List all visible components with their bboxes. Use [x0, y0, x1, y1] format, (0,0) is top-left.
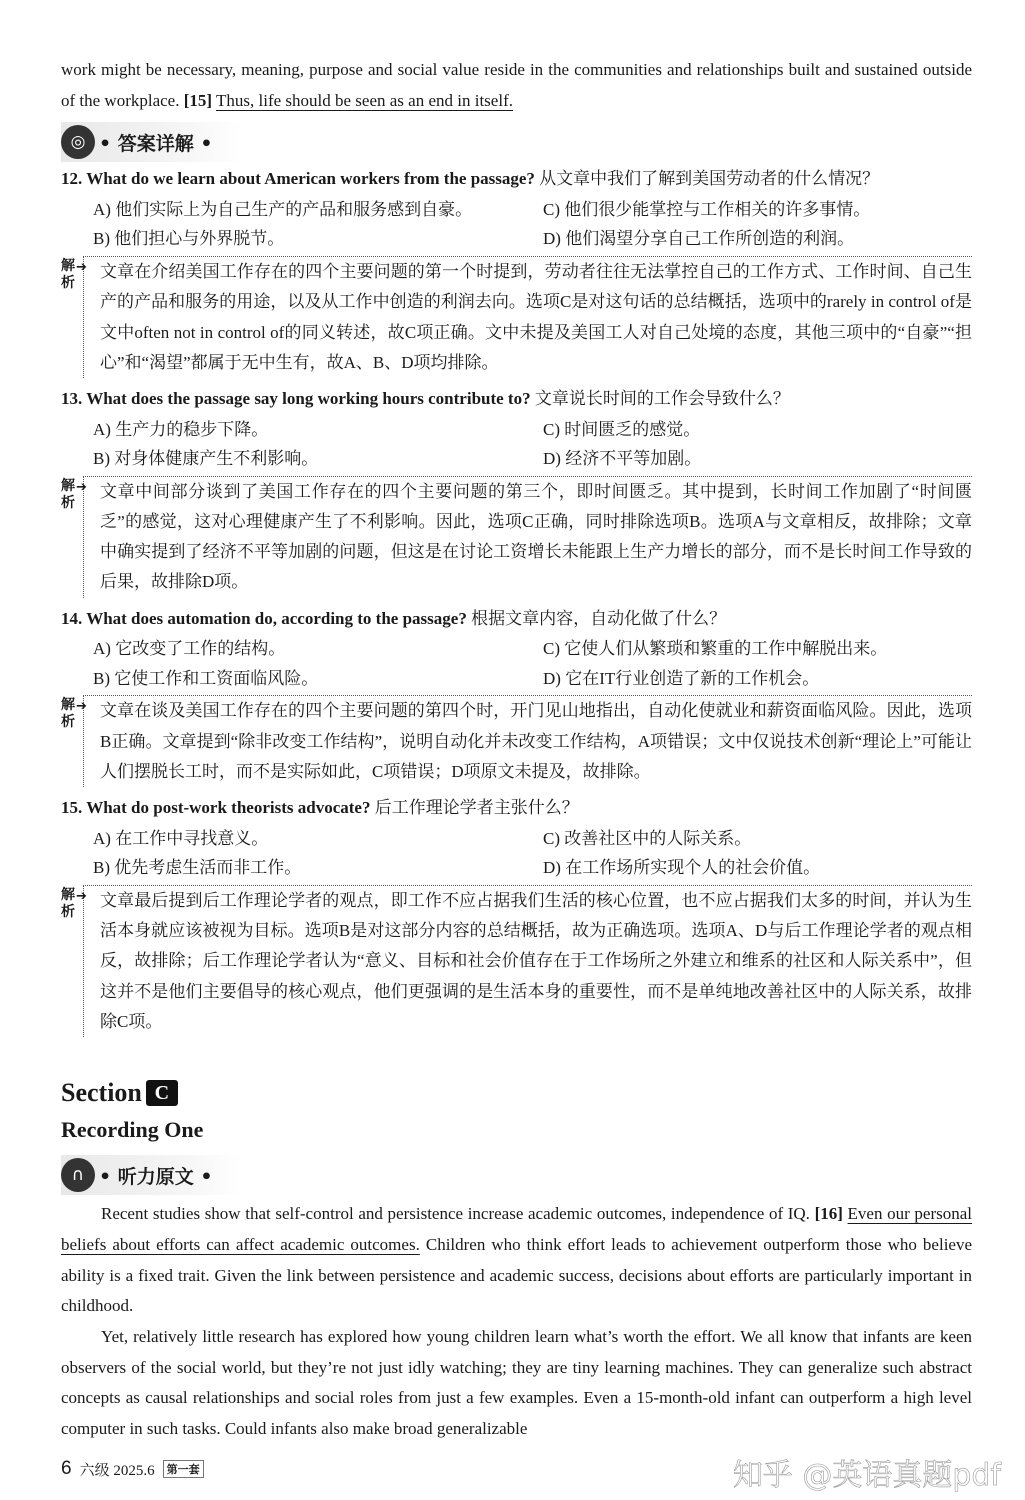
question-text: 12. What do we learn about American workers from the passage? — [61, 169, 535, 189]
question-text: 15. What do post-work theorists advocate? — [61, 798, 371, 818]
footer-title: 六级 2025.6 — [79, 1462, 155, 1479]
passage-text: Children who think effort leads to achievement outperform those who believe ability is a fixed trait. Given the link between persistence and academic success, decisions about efforts are particularly important in childhood. — [61, 1234, 973, 1316]
option: A) 在工作中寻找意义。 — [93, 828, 269, 848]
options — [61, 824, 972, 883]
section-letter-badge: C — [146, 1080, 178, 1106]
analysis-text: 文章最后提到后工作理论学者的观点，即工作不应占据我们生活的核心位置，也不应占据我们太多的时间，并认为生活本身就应该被视为目标。选项B是对这部分内容的总结概括，故为正确选项。选项A、D与后工作理论学者的观点相反，故排除；后工作理论学者认为“意义、目标和社会价值存在于工作场所之外建立和维系的社区和人际关系中”，但这并不是他们主要倡导的核心观点，他们更强调的是生活本身的重要性，而不是单纯地改善社区中的人际关系，故排除C项。 — [83, 885, 972, 1037]
option: A) 生产力的稳步下降。 — [93, 419, 269, 439]
passage-text: Recent studies show that self-control and persistence increase academic outcomes, independence of IQ. — [101, 1204, 810, 1224]
question-stem — [61, 384, 972, 415]
marker-16: [16] — [814, 1204, 843, 1224]
question-translation: 文章说长时间的工作会导致什么？ — [534, 389, 790, 409]
option: C) 他们很少能掌控与工作相关的许多事情。 — [543, 199, 871, 219]
marker-15: [15] — [183, 90, 213, 110]
option: C) 时间匮乏的感觉。 — [543, 419, 701, 439]
watermark: 知乎 @英语真题pdf — [732, 1458, 1001, 1493]
question-block — [61, 793, 972, 1041]
question-text: 14. What does automation do, according to the passage? — [61, 608, 467, 628]
section-label: Section — [61, 1078, 142, 1108]
analysis-text: 文章在介绍美国工作存在的四个主要问题的第一个时提到，劳动者往往无法掌控自己的工作方式、工作时间、自己生产的产品和服务的用途，以及从工作中创造的利润去向。选项C是对这句话的总结概括，选项中的rarely in control of是文中often not in control of的同义转述，故C项正确。文中未提及美国工人对自己处境的态度，其他三项中的“自豪”“担心”和“渴望”都属于无中生有，故A、B、D项均排除。 — [83, 256, 972, 378]
page-footer — [61, 1458, 204, 1480]
underlined-sentence: Thus, life should be seen as an end in itself. — [216, 90, 513, 110]
question-stem — [61, 604, 972, 635]
question-text: 13. What does the passage say long working hours contribute to? — [61, 389, 531, 409]
passage-paragraph-2: Yet, relatively little research has explored how young children learn what’s worth the effort. We all know that infants are keen observers of the social world, but they’re not just idly watching; they are tiny learning machines. They can generalize such abstract concepts as causal relationships and social roles from just a few examples. Even a 15-month-old infant can outperform a high level computer in such tasks. Could infants also make broad generalizable — [61, 1326, 972, 1439]
underlined-sentence: Even our personal beliefs about efforts can affect academic outcomes. — [61, 1204, 973, 1254]
option: D) 经济不平等加剧。 — [543, 449, 702, 469]
analysis-block — [61, 476, 972, 602]
analysis-label: 解析 — [61, 697, 75, 731]
option: D) 它在IT行业创造了新的工作机会。 — [543, 668, 820, 688]
option: D) 他们渴望分享自己工作所创造的利润。 — [543, 229, 855, 249]
analysis-label: 解析 — [61, 477, 75, 511]
option: C) 改善社区中的人际关系。 — [543, 828, 752, 848]
page-number: 6 — [61, 1458, 72, 1479]
intro-text: work might be necessary, meaning, purpose and social value reside in the communities and relationships built and sustained outside of the workplace. — [61, 60, 972, 110]
passage-paragraph-1 — [61, 1199, 972, 1322]
analysis-block — [61, 885, 972, 1041]
headphones-icon: ∩ — [61, 1158, 95, 1192]
arrow-icon: ➔ — [76, 479, 87, 495]
question-translation: 从文章中我们了解到美国劳动者的什么情况？ — [539, 169, 880, 189]
answers-header — [61, 122, 241, 162]
option: B) 他们担心与外界脱节。 — [93, 229, 285, 249]
option: A) 他们实际上为自己生产的产品和服务感到自豪。 — [93, 199, 473, 219]
question-block — [61, 164, 972, 382]
listening-title: • 听力原文 • — [99, 1165, 213, 1188]
option: A) 它改变了工作的结构。 — [93, 639, 286, 659]
intro-paragraph — [61, 55, 972, 116]
answers-title: • 答案详解 • — [99, 132, 213, 155]
option: D) 在工作场所实现个人的社会价值。 — [543, 858, 821, 878]
analysis-label: 解析 — [61, 886, 75, 920]
options — [61, 415, 972, 474]
question-stem — [61, 793, 972, 824]
question-stem — [61, 164, 972, 195]
question-translation: 根据文章内容，自动化做了什么？ — [471, 608, 727, 628]
lightbulb-icon: ◎ — [61, 125, 95, 159]
option: B) 优先考虑生活而非工作。 — [93, 858, 302, 878]
arrow-icon: ➔ — [76, 699, 87, 715]
analysis-block — [61, 695, 972, 791]
options — [61, 634, 972, 693]
arrow-icon: ➔ — [76, 259, 87, 275]
analysis-label: 解析 — [61, 257, 75, 291]
question-block — [61, 604, 972, 791]
question-block — [61, 384, 972, 602]
recording-title: Recording One — [61, 1117, 204, 1143]
section-heading — [61, 1075, 972, 1111]
question-translation: 后工作理论学者主张什么？ — [374, 798, 579, 818]
analysis-text: 文章中间部分谈到了美国工作存在的四个主要问题的第三个，即时间匮乏。其中提到，长时间工作加剧了“时间匮乏”的感觉，这对心理健康产生了不利影响。因此，选项C正确，同时排除选项B。选项A与文章相反，故排除；文章中确实提到了经济不平等加剧的问题，但这是在讨论工资增长未能跟上生产力增长的部分，而不是长时间工作导致的后果，故排除D项。 — [83, 476, 972, 598]
option: B) 它使工作和工资面临风险。 — [93, 668, 319, 688]
analysis-block — [61, 256, 972, 382]
option: B) 对身体健康产生不利影响。 — [93, 449, 319, 469]
footer-tag: 第一套 — [163, 1460, 204, 1478]
listening-header — [61, 1155, 241, 1195]
arrow-icon: ➔ — [76, 888, 87, 904]
analysis-text: 文章在谈及美国工作存在的四个主要问题的第四个时，开门见山地指出，自动化使就业和薪资面临风险。因此，选项B正确。文章提到“除非改变工作结构”，说明自动化并未改变工作结构，A项错误；文中仅说技术创新“理论上”可能让人们摆脱长工时，而不是实际如此，C项错误；D项原文未提及，故排除。 — [83, 695, 972, 787]
option: C) 它使人们从繁琐和繁重的工作中解脱出来。 — [543, 639, 888, 659]
document-page — [61, 55, 972, 1445]
options — [61, 195, 972, 254]
